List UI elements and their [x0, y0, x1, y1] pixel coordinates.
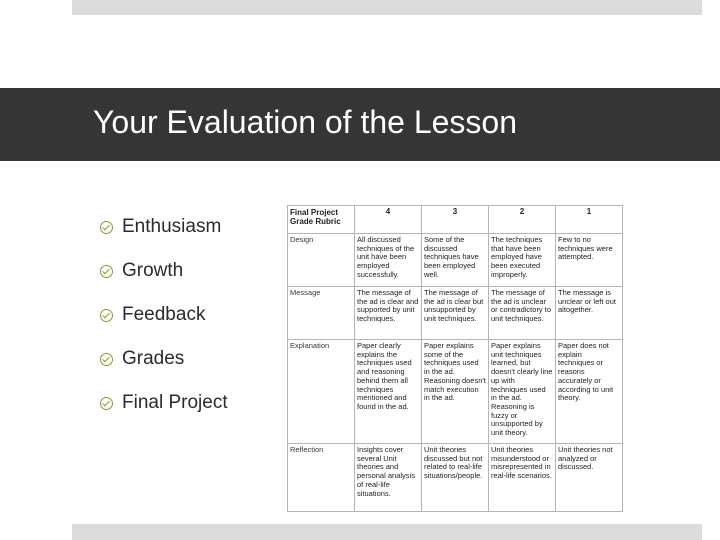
rubric-cell: Unit theories discussed but not related to real-life situations/people.	[422, 444, 489, 512]
bullet-item-growth	[100, 249, 228, 293]
rubric-cell: All discussed techniques of the unit have been employed successfully.	[355, 234, 422, 287]
rubric-header-row	[288, 206, 623, 234]
bullet-label: Final Project	[122, 392, 228, 413]
rubric-cell: The message of the ad is clear and supported by unit techniques.	[355, 287, 422, 340]
rubric-cell: Some of the discussed techniques have been employed well.	[422, 234, 489, 287]
grade-header: 3	[422, 206, 489, 234]
rubric-cell: The message is unclear or left out altogether.	[556, 287, 623, 340]
bullet-item-final-project	[100, 381, 228, 425]
table-row	[288, 287, 623, 340]
bullet-label: Grades	[122, 348, 185, 369]
rubric-cell: Paper clearly explains the techniques used and reasoning behind them all techniques mentioned and found in the ad.	[355, 340, 422, 444]
criterion-label: Reflection	[288, 444, 355, 512]
bullet-list	[100, 205, 228, 425]
table-row	[288, 234, 623, 287]
bullet-label: Enthusiasm	[122, 216, 222, 237]
bullet-label: Growth	[122, 260, 184, 281]
bullet-label: Feedback	[122, 304, 206, 325]
rubric-cell: The techniques that have been employed have been executed improperly.	[489, 234, 556, 287]
circle-check-icon	[100, 265, 113, 278]
circle-check-icon	[100, 309, 113, 322]
grade-header: 1	[556, 206, 623, 234]
circle-check-icon	[100, 397, 113, 410]
rubric-cell: Paper does not explain techniques or reasons accurately or according to unit theory.	[556, 340, 623, 444]
bullet-item-grades	[100, 337, 228, 381]
criterion-label: Message	[288, 287, 355, 340]
grade-header: 4	[355, 206, 422, 234]
rubric-cell: Paper explains some of the techniques used in the ad. Reasoning doesn't match execution in the ad.	[422, 340, 489, 444]
rubric-cell: The message of the ad is unclear or contradictory to unit techniques.	[489, 287, 556, 340]
grade-header: 2	[489, 206, 556, 234]
rubric-cell: Paper explains unit techniques learned, but doesn't clearly line up with techniques used in the ad. Reasoning is fuzzy or unsupported by unit theory.	[489, 340, 556, 444]
rubric-cell: Unit theories not analyzed or discussed.	[556, 444, 623, 512]
rubric-cell: Insights cover several Unit theories and personal analysis of real-life situations.	[355, 444, 422, 512]
rubric-corner-label: Final Project Grade Rubric	[288, 206, 355, 234]
table-row	[288, 444, 623, 512]
rubric-cell: Unit theories misunderstood or misrepresented in real-life scenarios.	[489, 444, 556, 512]
circle-check-icon	[100, 353, 113, 366]
bottom-decor-strip	[72, 524, 702, 540]
criterion-label: Design	[288, 234, 355, 287]
circle-check-icon	[100, 221, 113, 234]
bullet-item-enthusiasm	[100, 205, 228, 249]
bullet-item-feedback	[100, 293, 228, 337]
slide-title: Your Evaluation of the Lesson	[93, 104, 518, 140]
grade-rubric-table	[287, 205, 623, 512]
top-decor-strip	[72, 0, 702, 15]
rubric-cell: Few to no techniques were attempted.	[556, 234, 623, 287]
criterion-label: Explanation	[288, 340, 355, 444]
rubric-cell: The message of the ad is clear but unsupported by unit techniques.	[422, 287, 489, 340]
table-row	[288, 340, 623, 444]
